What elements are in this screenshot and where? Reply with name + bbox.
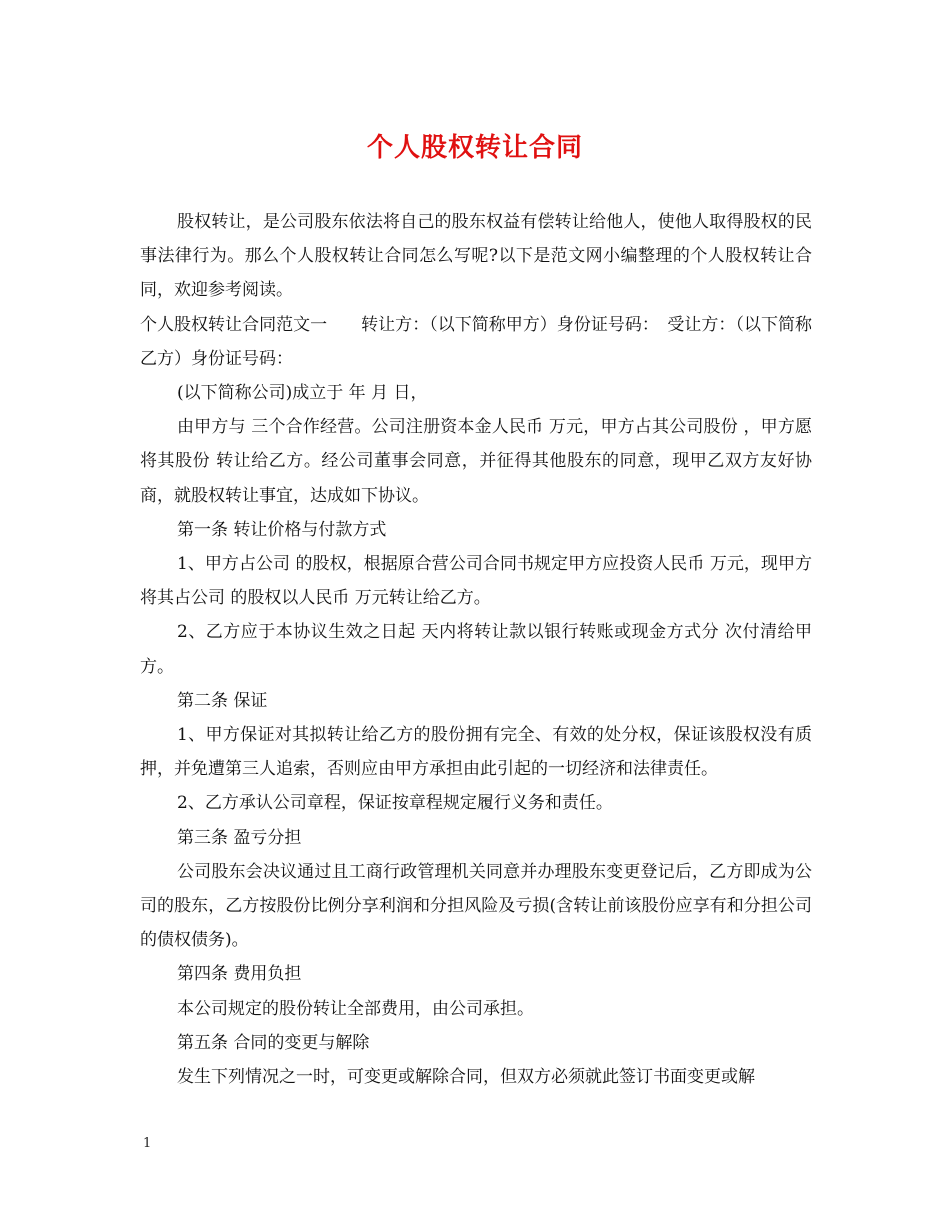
article-1-clause-2: 2、乙方应于本协议生效之日起 天内将转让款以银行转账或现金方式分 次付清给甲方。 xyxy=(140,622,812,677)
article-5-heading: 第五条 合同的变更与解除 xyxy=(177,1032,370,1053)
paragraph-background: 由甲方与 三个合作经营。公司注册资本金人民币 万元，甲方占其公司股份 ，甲方愿将其股份 转让给乙方。经公司董事会同意，并征得其他股东的同意，现甲乙双方友好协商，就股权转让事宜，达成如下协议。 xyxy=(140,417,812,506)
paragraph-parties: 个人股权转让合同范文一 转让方：（以下简称甲方）身份证号码： 受让方：（以下简称乙方）身份证号码： xyxy=(140,314,812,369)
article-4-heading: 第四条 费用负担 xyxy=(177,964,302,985)
article-1-heading: 第一条 转让价格与付款方式 xyxy=(177,519,387,540)
article-2-clause-2: 2、乙方承认公司章程，保证按章程规定履行义务和责任。 xyxy=(177,793,613,814)
document-title: 个人股权转让合同 xyxy=(366,133,583,163)
article-3-heading: 第三条 盈亏分担 xyxy=(177,827,302,848)
article-4-body: 本公司规定的股份转让全部费用，由公司承担。 xyxy=(177,998,534,1019)
article-5-body: 发生下列情况之一时，可变更或解除合同，但双方必须就此签订书面变更或解 xyxy=(177,1067,755,1088)
article-1-clause-1: 1、甲方占公司 的股权，根据原合营公司合同书规定甲方应投资人民币 万元，现甲方将其占公司 的股权以人民币 万元转让给乙方。 xyxy=(140,554,812,609)
paragraph-company-established: (以下简称公司)成立于 年 月 日， xyxy=(177,383,428,404)
article-2-heading: 第二条 保证 xyxy=(177,690,268,711)
document-body xyxy=(140,205,812,1094)
page-number: 1 xyxy=(143,1136,152,1151)
paragraph-intro: 股权转让，是公司股东依法将自己的股东权益有偿转让给他人，使他人取得股权的民事法律行为。那么个人股权转让合同怎么写呢?以下是范文网小编整理的个人股权转让合同，欢迎参考阅读。 xyxy=(140,212,812,301)
article-2-clause-1: 1、甲方保证对其拟转让给乙方的股份拥有完全、有效的处分权，保证该股权没有质押，并免遭第三人追索，否则应由甲方承担由此引起的一切经济和法律责任。 xyxy=(140,725,812,780)
article-3-body: 公司股东会决议通过且工商行政管理机关同意并办理股东变更登记后，乙方即成为公司的股东，乙方按股份比例分享利润和分担风险及亏损(含转让前该股份应享有和分担公司的债权债务)。 xyxy=(140,861,812,951)
